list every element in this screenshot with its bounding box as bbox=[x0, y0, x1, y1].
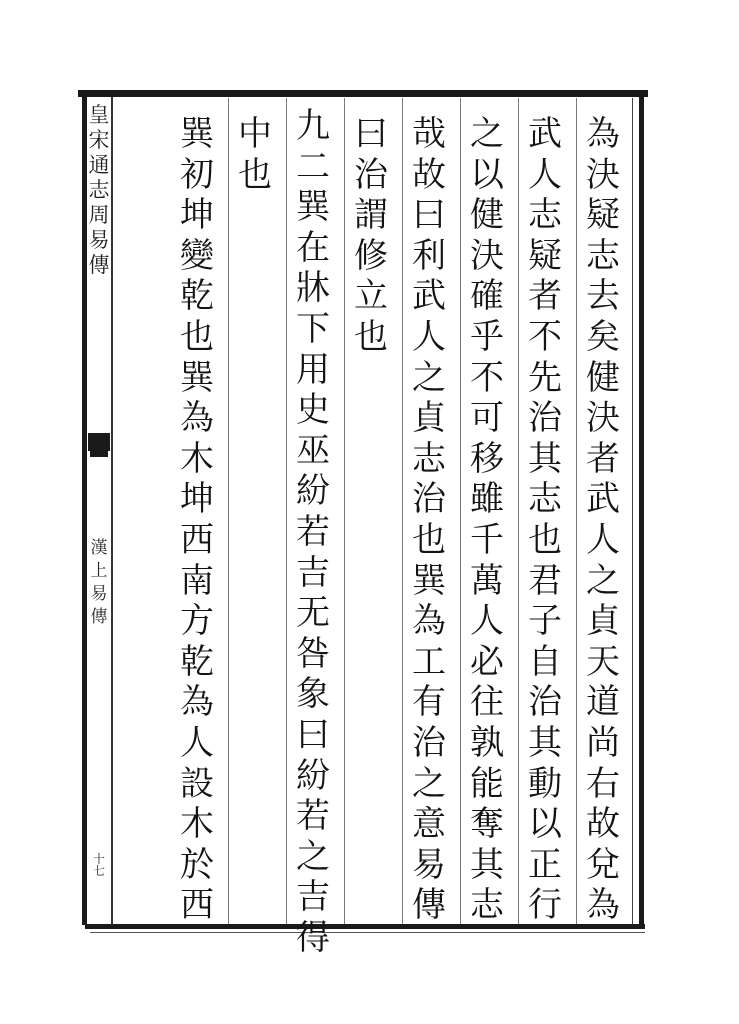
text-char: 自 bbox=[528, 641, 562, 682]
text-char: 孰 bbox=[470, 722, 504, 763]
text-char: 治 bbox=[354, 154, 388, 195]
text-column-7 bbox=[232, 98, 278, 940]
text-char: 志 bbox=[412, 438, 446, 479]
text-char: 人 bbox=[412, 316, 446, 357]
margin-volume-char: 上 bbox=[90, 561, 108, 581]
text-char: 志 bbox=[528, 195, 562, 236]
text-char: 坤 bbox=[180, 195, 214, 236]
text-char: 之 bbox=[412, 357, 446, 398]
text-char: 者 bbox=[586, 438, 620, 479]
text-char: 武 bbox=[412, 276, 446, 317]
text-char: 故 bbox=[412, 154, 446, 195]
text-char: 巽 bbox=[412, 560, 446, 601]
text-char: 決 bbox=[470, 235, 504, 276]
fish-tail-mark-lower bbox=[90, 451, 108, 457]
text-char: 先 bbox=[528, 357, 562, 398]
text-char: 志 bbox=[528, 479, 562, 520]
text-char: 往 bbox=[470, 682, 504, 723]
fish-tail-mark bbox=[88, 433, 110, 451]
text-char: 萬 bbox=[470, 560, 504, 601]
text-char: 之 bbox=[412, 763, 446, 804]
text-char: 矣 bbox=[586, 316, 620, 357]
margin-strip-left-bar bbox=[82, 97, 87, 925]
column-rule bbox=[460, 98, 461, 924]
frame-right-border bbox=[639, 92, 644, 928]
text-char: 也 bbox=[238, 154, 272, 195]
text-char: 移 bbox=[470, 438, 504, 479]
text-char: 武 bbox=[528, 114, 562, 154]
text-char: 傳 bbox=[412, 885, 446, 926]
text-char: 尚 bbox=[586, 722, 620, 763]
margin-volume-title bbox=[88, 537, 110, 629]
text-char: 疑 bbox=[586, 195, 620, 236]
text-char: 方 bbox=[180, 601, 214, 642]
text-char: 治 bbox=[412, 722, 446, 763]
text-char: 西 bbox=[180, 885, 214, 926]
text-char: 巫 bbox=[296, 430, 330, 471]
text-char: 右 bbox=[586, 763, 620, 804]
text-char: 修 bbox=[354, 235, 388, 276]
text-char: 利 bbox=[412, 235, 446, 276]
text-char: 若 bbox=[296, 796, 330, 837]
text-char: 工 bbox=[412, 641, 446, 682]
text-char: 曰 bbox=[296, 714, 330, 755]
text-char: 故 bbox=[586, 804, 620, 845]
margin-volume-char: 漢 bbox=[90, 538, 108, 558]
text-char: 為 bbox=[412, 601, 446, 642]
text-char: 紛 bbox=[296, 755, 330, 796]
text-char: 曰 bbox=[354, 114, 388, 154]
text-char: 志 bbox=[470, 885, 504, 926]
text-char: 天 bbox=[586, 641, 620, 682]
text-char: 可 bbox=[470, 398, 504, 439]
text-char: 哉 bbox=[412, 114, 446, 154]
text-char: 坤 bbox=[180, 479, 214, 520]
margin-page-number bbox=[88, 853, 110, 877]
text-char: 健 bbox=[586, 357, 620, 398]
text-char: 乾 bbox=[180, 641, 214, 682]
text-char: 正 bbox=[528, 844, 562, 885]
column-rule bbox=[286, 98, 287, 924]
text-char: 其 bbox=[528, 438, 562, 479]
text-char: 道 bbox=[586, 682, 620, 723]
text-char: 也 bbox=[354, 316, 388, 357]
text-char: 去 bbox=[586, 276, 620, 317]
text-column-8 bbox=[174, 98, 220, 940]
text-char: 中 bbox=[238, 114, 272, 154]
text-char: 也 bbox=[412, 519, 446, 560]
text-char: 行 bbox=[528, 885, 562, 926]
column-rule bbox=[228, 98, 229, 924]
text-char: 為 bbox=[180, 398, 214, 439]
text-char: 雖 bbox=[470, 479, 504, 520]
text-char: 用 bbox=[296, 349, 330, 390]
text-char: 木 bbox=[180, 438, 214, 479]
margin-title-char: 宋 bbox=[88, 128, 110, 152]
text-char: 設 bbox=[180, 763, 214, 804]
text-char: 乎 bbox=[470, 316, 504, 357]
text-char: 有 bbox=[412, 682, 446, 723]
text-char: 為 bbox=[180, 682, 214, 723]
text-char: 乾 bbox=[180, 276, 214, 317]
text-column-3 bbox=[464, 98, 510, 940]
text-char: 巽 bbox=[180, 114, 214, 154]
margin-title-char: 傳 bbox=[88, 253, 110, 277]
column-rule bbox=[402, 98, 403, 924]
text-char: 為 bbox=[586, 885, 620, 926]
text-char: 人 bbox=[470, 601, 504, 642]
text-char: 志 bbox=[586, 235, 620, 276]
text-char: 之 bbox=[470, 114, 504, 154]
text-char: 千 bbox=[470, 519, 504, 560]
text-char: 動 bbox=[528, 763, 562, 804]
text-char: 變 bbox=[180, 235, 214, 276]
text-char: 貞 bbox=[412, 398, 446, 439]
text-char: 九 bbox=[296, 106, 330, 146]
text-column-2 bbox=[522, 98, 568, 940]
text-char: 確 bbox=[470, 276, 504, 317]
margin-strip-right-bar bbox=[111, 97, 113, 925]
text-char: 意 bbox=[412, 804, 446, 845]
margin-title-char: 周 bbox=[88, 203, 110, 227]
text-char: 人 bbox=[586, 519, 620, 560]
text-char: 咎 bbox=[296, 633, 330, 674]
text-char: 立 bbox=[354, 276, 388, 317]
text-char: 決 bbox=[586, 154, 620, 195]
text-char: 子 bbox=[528, 601, 562, 642]
text-char: 人 bbox=[528, 154, 562, 195]
text-char: 在 bbox=[296, 227, 330, 268]
text-char: 決 bbox=[586, 398, 620, 439]
text-char: 巽 bbox=[296, 187, 330, 228]
text-char: 南 bbox=[180, 560, 214, 601]
text-column-1 bbox=[580, 98, 626, 940]
text-char: 木 bbox=[180, 804, 214, 845]
column-rule bbox=[576, 98, 577, 924]
text-char: 紛 bbox=[296, 471, 330, 512]
margin-volume-char: 易 bbox=[90, 584, 108, 604]
text-char: 於 bbox=[180, 844, 214, 885]
margin-title-char: 皇 bbox=[88, 103, 110, 127]
text-char: 治 bbox=[528, 682, 562, 723]
text-char: 謂 bbox=[354, 195, 388, 236]
text-char: 君 bbox=[528, 560, 562, 601]
text-char: 以 bbox=[528, 804, 562, 845]
text-char: 之 bbox=[296, 836, 330, 877]
text-char: 牀 bbox=[296, 268, 330, 309]
text-char: 必 bbox=[470, 641, 504, 682]
text-char: 也 bbox=[180, 316, 214, 357]
frame-right-inner-rule bbox=[632, 98, 633, 924]
text-char: 之 bbox=[586, 560, 620, 601]
text-char: 以 bbox=[470, 154, 504, 195]
text-char: 若 bbox=[296, 511, 330, 552]
text-column-6 bbox=[290, 98, 336, 958]
margin-title-char: 志 bbox=[88, 178, 110, 202]
margin-strip bbox=[82, 97, 116, 925]
text-char: 曰 bbox=[412, 195, 446, 236]
margin-volume-char: 傳 bbox=[90, 607, 108, 627]
text-char: 得 bbox=[296, 917, 330, 958]
text-char: 象 bbox=[296, 674, 330, 715]
frame-top-border bbox=[78, 90, 648, 97]
text-char: 疑 bbox=[528, 235, 562, 276]
text-char: 易 bbox=[412, 844, 446, 885]
margin-title-char: 通 bbox=[88, 153, 110, 177]
text-char: 奪 bbox=[470, 804, 504, 845]
text-char: 初 bbox=[180, 154, 214, 195]
text-char: 能 bbox=[470, 763, 504, 804]
text-char: 其 bbox=[528, 722, 562, 763]
text-block bbox=[170, 98, 632, 958]
text-char: 其 bbox=[470, 844, 504, 885]
margin-title-char: 易 bbox=[88, 228, 110, 252]
text-char: 人 bbox=[180, 722, 214, 763]
text-char: 兌 bbox=[586, 844, 620, 885]
page-number-char: 七 bbox=[92, 864, 105, 878]
column-rule bbox=[344, 98, 345, 924]
text-char: 二 bbox=[296, 146, 330, 187]
text-char: 吉 bbox=[296, 877, 330, 918]
margin-book-title bbox=[88, 103, 110, 278]
text-char: 者 bbox=[528, 276, 562, 317]
text-char: 西 bbox=[180, 519, 214, 560]
page-number-char: 十 bbox=[92, 852, 105, 866]
text-char: 史 bbox=[296, 390, 330, 431]
text-char: 治 bbox=[412, 479, 446, 520]
text-column-5 bbox=[348, 98, 394, 940]
text-char: 不 bbox=[470, 357, 504, 398]
column-rule bbox=[518, 98, 519, 924]
text-char: 吉 bbox=[296, 552, 330, 593]
text-char: 也 bbox=[528, 519, 562, 560]
text-char: 不 bbox=[528, 316, 562, 357]
text-char: 健 bbox=[470, 195, 504, 236]
text-char: 下 bbox=[296, 308, 330, 349]
text-char: 武 bbox=[586, 479, 620, 520]
text-char: 治 bbox=[528, 398, 562, 439]
text-char: 貞 bbox=[586, 601, 620, 642]
text-char: 為 bbox=[586, 114, 620, 154]
text-column-4 bbox=[406, 98, 452, 940]
text-char: 无 bbox=[296, 593, 330, 634]
text-char: 巽 bbox=[180, 357, 214, 398]
